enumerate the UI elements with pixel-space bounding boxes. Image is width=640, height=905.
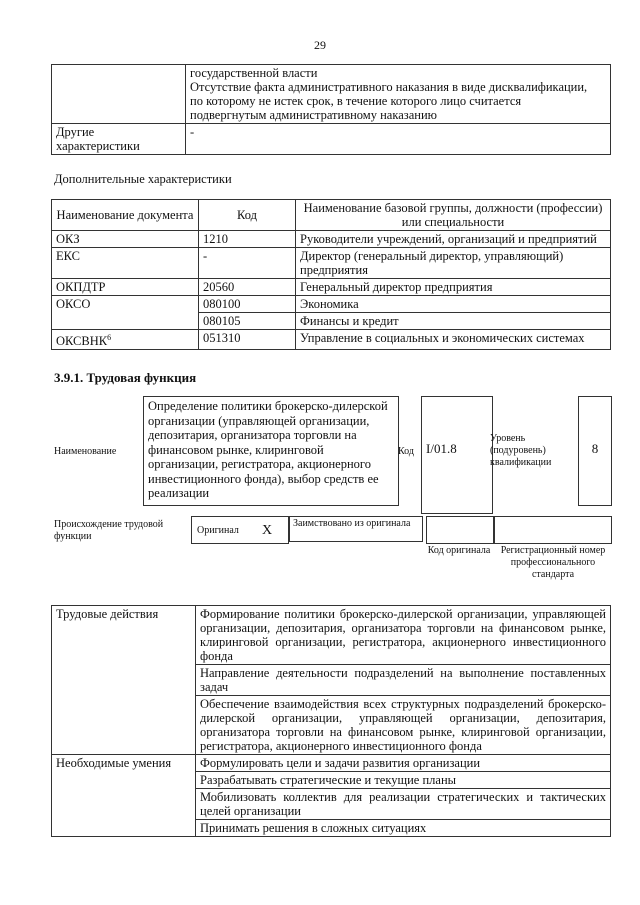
original-label: Оригинал (197, 525, 239, 536)
origin-label: Происхождение трудовой функции (54, 519, 164, 542)
table-row (52, 248, 611, 279)
text-line: Отсутствие факта административного наказания в виде дисквалификации, (190, 80, 588, 94)
doc-cell: ОКСО (52, 296, 199, 330)
page-number: 29 (314, 38, 326, 52)
list-item: Принимать решения в сложных ситуациях (196, 820, 611, 837)
list-item: Формулировать цели и задачи развития организации (196, 755, 611, 772)
footnote-mark: 6 (107, 333, 112, 342)
labor-actions-table (51, 605, 611, 837)
name-cell: Управление в социальных и экономических системах (296, 330, 611, 350)
additional-heading: Дополнительные характеристики (54, 172, 232, 186)
text-line: по которому не истек срок, в течение которого лицо считается (190, 94, 522, 108)
requirements-cell (186, 65, 611, 124)
code-value-text: I/01.8 (426, 441, 457, 456)
doc-text: ОКСВНК (56, 334, 108, 349)
label-line: Другие (56, 125, 95, 139)
label-line: характеристики (56, 139, 140, 153)
original-mark: X (262, 523, 273, 538)
code-cell: 080105 (199, 313, 296, 330)
code-original-box (426, 516, 494, 544)
code-value (421, 396, 493, 514)
table-row (52, 296, 611, 313)
doc-cell (52, 330, 199, 350)
level-value (578, 396, 612, 506)
text-line: государственной власти (190, 66, 318, 80)
name-cell: Финансы и кредит (296, 313, 611, 330)
list-item: Обеспечение взаимодействия всех структурных подразделений брокерско-дилерской организации, управляющей организации, депозитария, организатора торговли на финансовом рынке, клиринговой организации, регистратора, акционерного инвестиционного фонда (196, 696, 611, 755)
other-characteristics-label (52, 124, 186, 155)
col-header-doc: Наименование документа (52, 200, 199, 231)
col-header-code: Код (199, 200, 296, 231)
reg-number-box (494, 516, 612, 544)
function-heading: 3.9.1. Трудовая функция (54, 370, 197, 385)
doc-cell: ЕКС (52, 248, 199, 279)
skills-label: Необходимые умения (52, 755, 196, 837)
reg-number-label: Регистрационный номер профессионального стандарта (500, 545, 606, 580)
code-cell: 20560 (199, 279, 296, 296)
name-cell: Генеральный директор предприятия (296, 279, 611, 296)
other-characteristics-value: - (186, 124, 611, 155)
original-box (191, 516, 289, 544)
list-item: Мобилизовать коллектив для реализации стратегических и тактических целей организации (196, 789, 611, 820)
name-label: Наименование (54, 446, 117, 457)
table-row (52, 330, 611, 350)
doc-cell: ОКЗ (52, 231, 199, 248)
level-label: Уровень (подуровень) квалификации (490, 433, 552, 468)
name-cell: Директор (генеральный директор, управляющий) предприятия (296, 248, 611, 279)
doc-cell: ОКПДТР (52, 279, 199, 296)
function-name: Определение политики брокерско-дилерской организации (управляющей организации, депозитария, организатора торговли на финансовом рынке, клиринговой организации, регистратора, акционерного инвестиционного фонда), выбор средств ее реализации (143, 396, 399, 506)
list-item: Разрабатывать стратегические и текущие планы (196, 772, 611, 789)
name-cell: Экономика (296, 296, 611, 313)
code-cell: 051310 (199, 330, 296, 350)
code-cell: - (199, 248, 296, 279)
col-header-name: Наименование базовой группы, должности (профессии) или специальности (296, 200, 611, 231)
level-value-text: 8 (591, 441, 599, 456)
code-cell: 080100 (199, 296, 296, 313)
table-row (52, 231, 611, 248)
characteristics-table (51, 64, 611, 155)
name-cell: Руководители учреждений, организаций и предприятий (296, 231, 611, 248)
table-row (52, 279, 611, 296)
code-label: Код (398, 446, 414, 457)
text-line: подвергнутым административному наказанию (190, 108, 437, 122)
list-item: Направление деятельности подразделений на выполнение поставленных задач (196, 665, 611, 696)
list-item: Формирование политики брокерско-дилерской организации, управляющей организации, депозитария, организатора торговли на финансовом рынке, клиринговой организации, регистратора, акционерного инвестиционного фонда (196, 606, 611, 665)
code-original-label: Код оригинала (427, 545, 491, 556)
code-cell: 1210 (199, 231, 296, 248)
borrowed-box: Заимствовано из оригинала (289, 516, 423, 542)
actions-label: Трудовые действия (52, 606, 196, 755)
empty-cell (52, 65, 186, 124)
additional-table (51, 199, 611, 350)
